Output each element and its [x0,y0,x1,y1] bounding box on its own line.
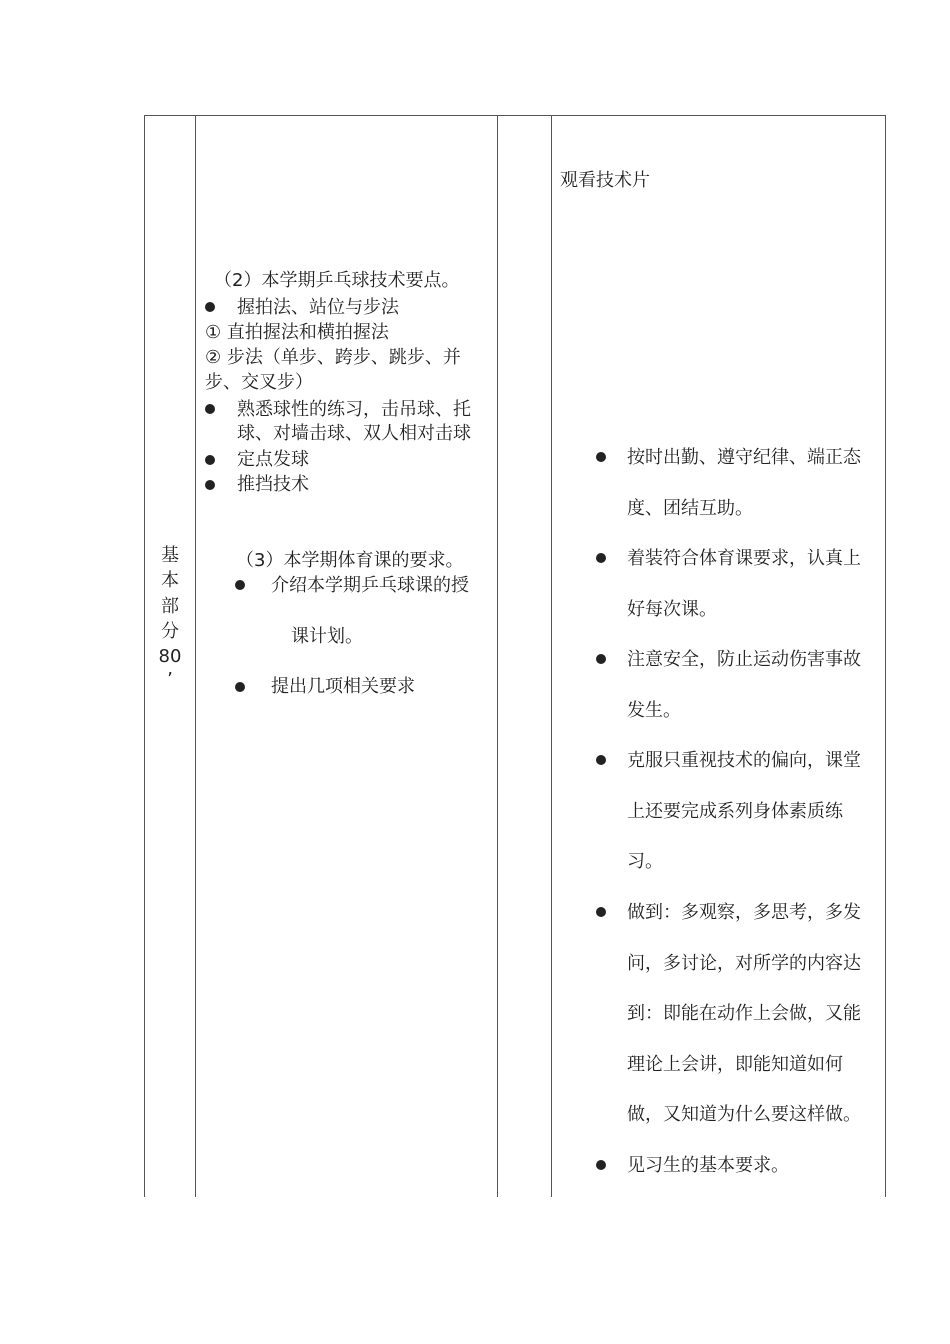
requirement-item-cont: 好每次课。 [627,599,717,620]
table-divider-3 [551,115,552,1197]
list-item: 熟悉球性的练习，击吊球、托 [237,399,471,420]
table-border-right [885,115,886,1197]
bullet-icon [205,404,215,414]
requirement-item: 克服只重视技术的偏向，课堂 [627,750,861,771]
bullet-icon [596,654,606,664]
bullet-icon [596,907,606,917]
bullet-icon [235,580,245,590]
bullet-icon [205,302,215,312]
requirement-item-cont: 到：即能在动作上会做，又能 [627,1003,861,1024]
list-item: 握拍法、站位与步法 [237,297,399,318]
sub-item: ① 直拍握法和横拍握法 [205,322,389,343]
requirement-item-cont: 度、团结互助。 [627,498,753,519]
requirement-item-cont: 理论上会讲，即能知道如何 [627,1054,843,1075]
bullet-icon [235,682,245,692]
requirement-item-cont: 发生。 [627,700,681,721]
list-item-cont: 课计划。 [291,626,363,647]
requirement-item-cont: 上还要完成系列身体素质练 [627,801,843,822]
section-label-minutes: 80 [158,646,182,667]
list-item-cont: 球、对墙击球、双人相对击球 [237,423,471,444]
bullet-icon [205,455,215,465]
heading-pe-requirements: （3）本学期体育课的要求。 [236,550,464,571]
requirement-item-cont: 问，多讨论，对所学的内容达 [627,953,861,974]
requirement-item: 做到：多观察，多思考，多发 [627,902,861,923]
table-border-left [144,115,145,1197]
bullet-icon [596,553,606,563]
section-label-char: 基 [161,545,179,566]
requirement-item: 注意安全，防止运动伤害事故 [627,649,861,670]
bullet-icon [205,480,215,490]
sub-item: ② 步法（单步、跨步、跳步、并 [205,347,461,368]
requirement-item-cont: 做，又知道为什么要这样做。 [627,1104,861,1125]
requirement-item: 见习生的基本要求。 [627,1155,789,1176]
sub-item-cont: 步、交叉步） [205,372,313,393]
table-divider-1 [195,115,196,1197]
section-label-char: 部 [161,596,179,617]
bullet-icon [596,755,606,765]
list-item: 提出几项相关要求 [271,676,415,697]
requirement-item-cont: 习。 [627,851,663,872]
heading-tech-points: （2）本学期乒乓球技术要点。 [214,270,460,291]
requirement-item: 按时出勤、遵守纪律、端正态 [627,447,861,468]
section-label-char: 分 [161,621,179,642]
note-watch-video: 观看技术片 [560,170,650,191]
list-item: 推挡技术 [237,474,309,495]
section-label-mark: ’ [167,669,173,690]
requirement-item: 着装符合体育课要求，认真上 [627,548,861,569]
table-top-border [144,115,885,116]
section-label-char: 本 [161,570,179,591]
bullet-icon [596,452,606,462]
bullet-icon [596,1160,606,1170]
table-divider-2 [497,115,498,1197]
list-item: 定点发球 [237,449,309,470]
list-item: 介绍本学期乒乓球课的授 [271,575,469,596]
